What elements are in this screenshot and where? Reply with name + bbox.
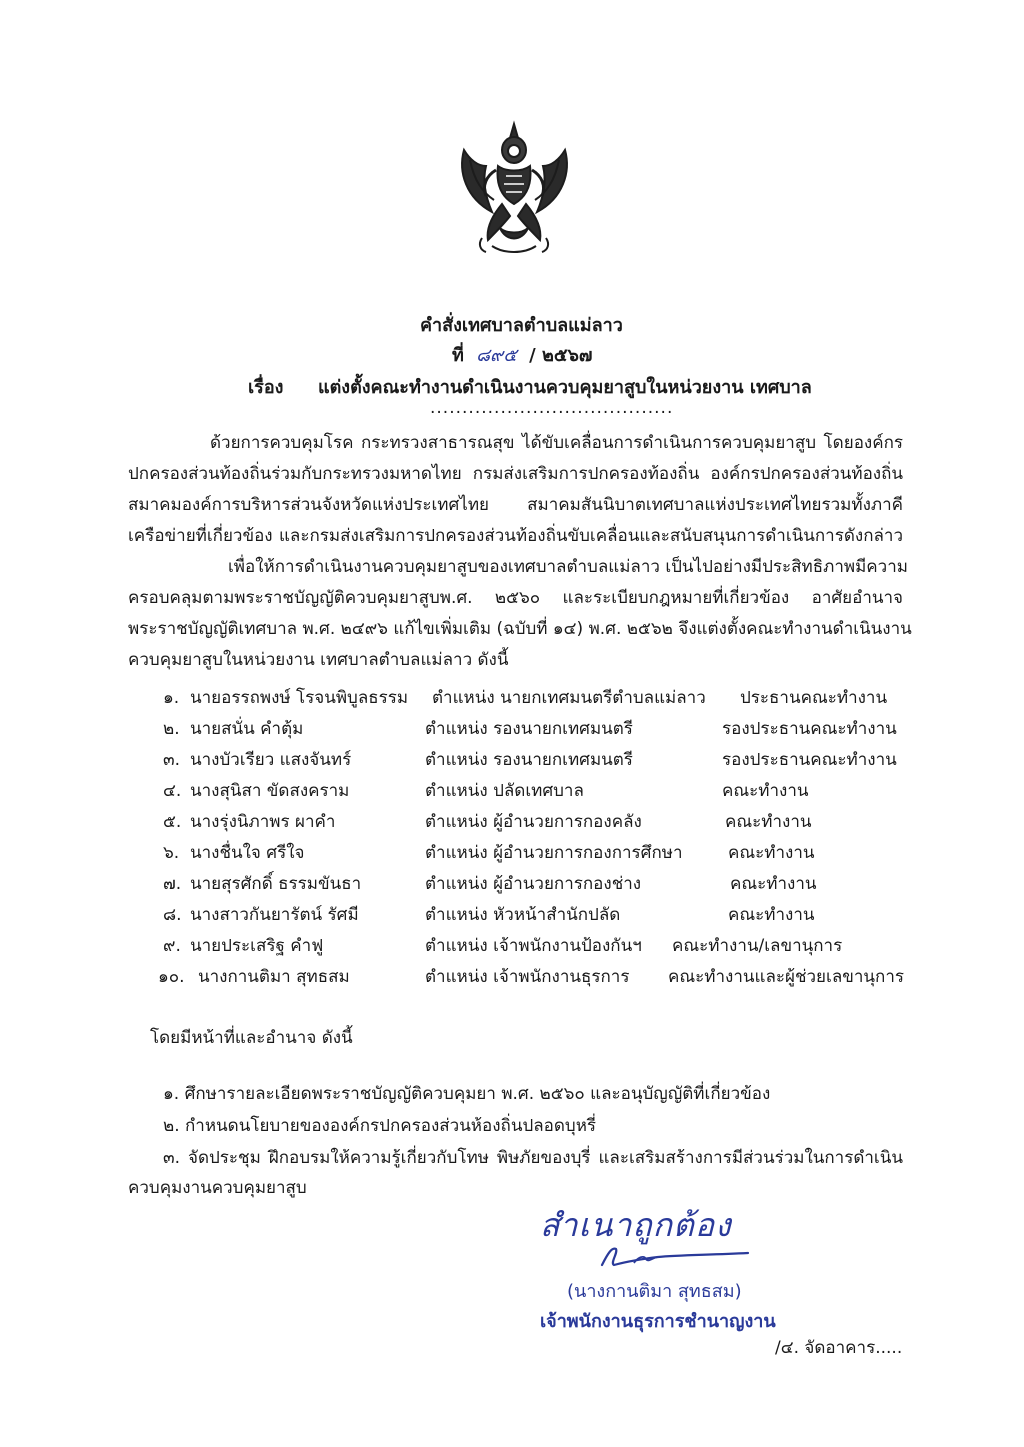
order-year: / ๒๕๖๗ xyxy=(529,345,593,366)
member-number: ๕. xyxy=(163,812,182,832)
member-number: ๓. xyxy=(163,750,181,770)
subject-label: เรื่อง xyxy=(248,377,284,398)
separator: ...................................... xyxy=(430,398,674,418)
member-row xyxy=(0,901,1024,932)
member-name: นางบัวเรียว แสงจันทร์ xyxy=(190,750,352,770)
member-row xyxy=(0,746,1024,777)
member-row xyxy=(0,932,1024,963)
order-number-label: ที่ xyxy=(452,345,464,366)
member-position: ตำแหน่ง รองนายกเทศมนตรี xyxy=(425,719,633,739)
member-role: คณะทำงานและผู้ช่วยเลขานุการ xyxy=(668,967,904,987)
member-name: นายสนั่น คำตุ้ม xyxy=(190,719,304,739)
member-role: คณะทำงาน xyxy=(722,781,809,801)
member-name: นางสาวกันยารัตน์ รัศมี xyxy=(190,905,359,925)
duty-item: ๑. ศึกษารายละเอียดพระราชบัญญัติควบคุมยา พ.ศ. ๒๕๖๐ และอนุบัญญัติที่เกี่ยวข้อง xyxy=(163,1084,771,1104)
duty-item: ๒. กำหนดนโยบายขององค์กรปกครองส่วนห้องถิ่นปลอดบุหรี่ xyxy=(163,1116,597,1136)
member-role: รองประธานคณะทำงาน xyxy=(722,719,897,739)
member-role: รองประธานคณะทำงาน xyxy=(722,750,897,770)
paragraph-line: ปกครองส่วนท้องถิ่นร่วมกับกระทรวงมหาดไทย กรมส่งเสริมการปกครองท้องถิ่น องค์กรปกครองส่วนท้องถิ่น xyxy=(128,464,903,484)
member-row xyxy=(0,777,1024,808)
member-number: ๒. xyxy=(163,719,180,739)
paragraph-line: เครือข่ายที่เกี่ยวข้อง และกรมส่งเสริมการปกครองส่วนท้องถิ่นขับเคลื่อนและสนับสนุนการดำเนินการดังกล่าว xyxy=(128,526,903,546)
member-name: นายสุรศักดิ์ ธรรมขันธา xyxy=(190,874,362,894)
duty-item: ๓. จัดประชุม ฝึกอบรมให้ความรู้เกี่ยวกับโทษ พิษภัยของบุรี่ และเสริมสร้างการมีส่วนร่วมในการดำเนิน xyxy=(163,1148,903,1168)
certified-copy-stamp: สำเนาถูกต้อง xyxy=(540,1206,732,1244)
member-row xyxy=(0,684,1024,715)
member-number: ๑. xyxy=(163,688,180,708)
member-number: ๗. xyxy=(163,874,182,894)
member-role: คณะทำงาน xyxy=(728,905,815,925)
order-number-line xyxy=(452,340,592,369)
member-name: นางสุนิสา ขัดสงคราม xyxy=(190,781,350,801)
paragraph-line: ควบคุมยาสูบในหน่วยงาน เทศบาลตำบลแม่ลาว ดังนี้ xyxy=(128,650,509,670)
member-name: นายอรรถพงษ์ โรจนพิบูลธรรม xyxy=(190,688,409,708)
member-role: คณะทำงาน xyxy=(730,874,817,894)
paragraph-line: เพื่อให้การดำเนินงานควบคุมยาสูบของเทศบาลตำบลแม่ลาว เป็นไปอย่างมีประสิทธิภาพมีความ xyxy=(228,557,908,577)
member-row xyxy=(0,963,1024,994)
member-role: คณะทำงาน/เลขานุการ xyxy=(672,936,843,956)
paragraph-line: พระราชบัญญัติเทศบาล พ.ศ. ๒๔๙๖ แก้ไขเพิ่มเติม (ฉบับที่ ๑๔) พ.ศ. ๒๕๖๒ จึงแต่งตั้งคณะทำงานดำเนินงาน xyxy=(128,619,912,639)
member-position: ตำแหน่ง นายกเทศมนตรีตำบลแม่ลาว xyxy=(432,688,706,708)
order-number: ๘๙๕ xyxy=(476,345,517,366)
certifier-name: (นางกานติมา สุทธสม) xyxy=(567,1281,742,1302)
member-role: คณะทำงาน xyxy=(725,812,812,832)
member-position: ตำแหน่ง รองนายกเทศมนตรี xyxy=(425,750,633,770)
member-position: ตำแหน่ง เจ้าพนักงานธุรการ xyxy=(425,967,630,987)
duty-item-continued: ควบคุมงานควบคุมยาสูบ xyxy=(128,1178,307,1198)
member-position: ตำแหน่ง ผู้อำนวยการกองการศึกษา xyxy=(425,843,683,863)
subject-text: แต่งตั้งคณะทำงานดำเนินงานควบคุมยาสูบในหน่วยงาน เทศบาล xyxy=(317,377,812,398)
paragraph-line: ด้วยการควบคุมโรค กระทรวงสาธารณสุข ได้ขับเคลื่อนการดำเนินการควบคุมยาสูบ โดยองค์กร xyxy=(210,433,903,453)
member-number: ๘. xyxy=(163,905,182,925)
member-name: นางรุ่งนิภาพร ผาคำ xyxy=(190,812,336,832)
member-row xyxy=(0,808,1024,839)
member-number: ๔. xyxy=(163,781,182,801)
member-name: นางกานติมา สุทธสม xyxy=(198,967,350,987)
member-role: ประธานคณะทำงาน xyxy=(740,688,888,708)
member-row xyxy=(0,839,1024,870)
member-position: ตำแหน่ง เจ้าพนักงานป้องกันฯ xyxy=(425,936,642,956)
certifier-title: เจ้าพนักงานธุรการชำนาญงาน xyxy=(540,1311,776,1332)
member-row xyxy=(0,715,1024,746)
member-name: นางชื่นใจ ศรีใจ xyxy=(190,843,305,863)
member-position: ตำแหน่ง หัวหน้าสำนักปลัด xyxy=(425,905,621,925)
paragraph-line: สมาคมองค์การบริหารส่วนจังหวัดแห่งประเทศไทย สมาคมสันนิบาตเทศบาลแห่งประเทศไทยรวมทั้งภาคี xyxy=(128,495,903,515)
member-number: ๖. xyxy=(163,843,180,863)
continuation-note: /๔. จัดอาคาร..... xyxy=(775,1338,903,1358)
member-position: ตำแหน่ง ผู้อำนวยการกองช่าง xyxy=(425,874,642,894)
handwritten-signature-icon xyxy=(598,1243,758,1271)
member-name: นายประเสริฐ คำฟู xyxy=(190,936,324,956)
member-position: ตำแหน่ง ปลัดเทศบาล xyxy=(425,781,584,801)
member-position: ตำแหน่ง ผู้อำนวยการกองคลัง xyxy=(425,812,642,832)
order-title: คำสั่งเทศบาลตำบลแม่ลาว xyxy=(420,315,623,336)
member-number: ๑๐. xyxy=(158,967,185,987)
member-role: คณะทำงาน xyxy=(728,843,815,863)
paragraph-line: ครอบคลุมตามพระราชบัญญัติควบคุมยาสูบพ.ศ. ๒๕๖๐ และระเบียบกฎหมายที่เกี่ยวข้อง อาศัยอำนาจ xyxy=(128,588,903,608)
member-number: ๙. xyxy=(163,936,181,956)
subject-line xyxy=(248,372,812,401)
paragraph-authority xyxy=(128,552,912,676)
duties-intro: โดยมีหน้าที่และอำนาจ ดังนี้ xyxy=(150,1028,353,1048)
paragraph-intro xyxy=(128,428,903,552)
garuda-emblem-icon xyxy=(452,120,577,260)
member-row xyxy=(0,870,1024,901)
